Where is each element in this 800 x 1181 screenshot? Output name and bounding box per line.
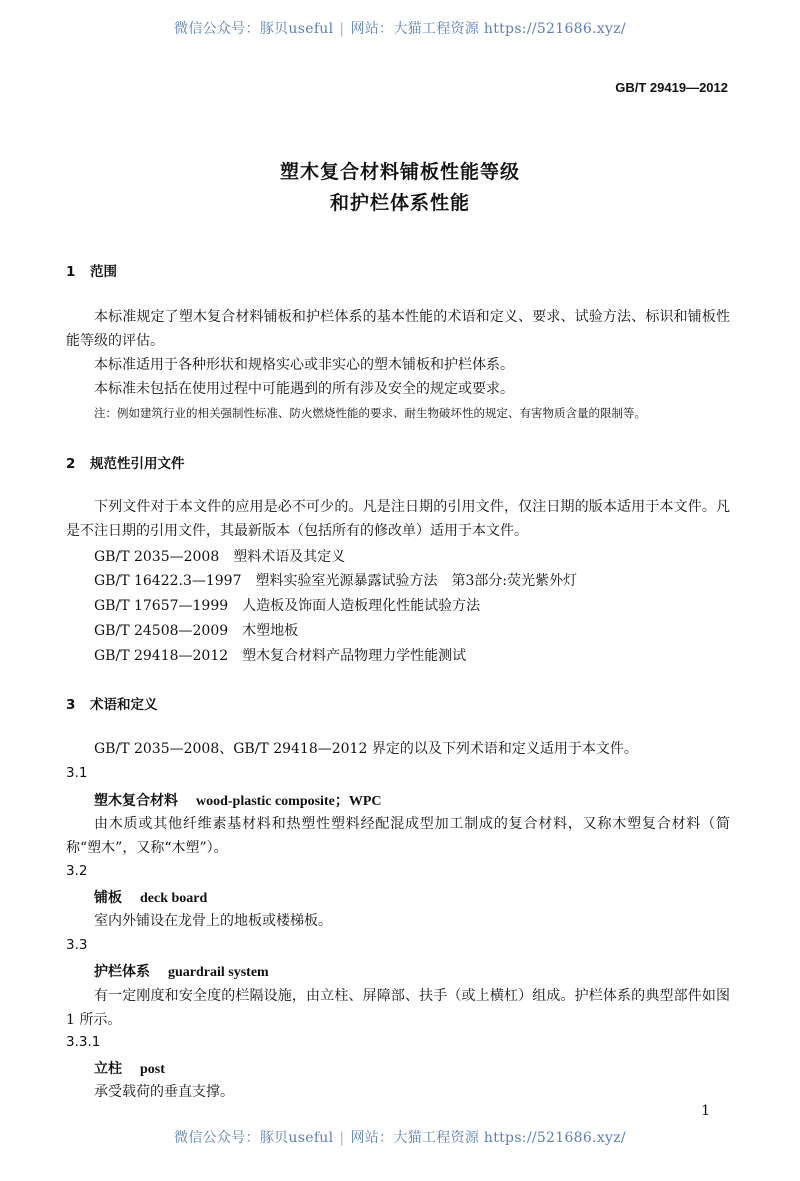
term-definition: 承受载荷的垂直支撑。: [94, 1084, 234, 1100]
term-zh: 立柱: [94, 1061, 122, 1077]
clause-number: 3.3.1: [66, 1034, 101, 1050]
watermark-website: 网站：大猫工程资源 https://521686.xyz/: [350, 1130, 626, 1146]
term-zh: 铺板: [94, 890, 122, 906]
reference-item: [94, 645, 466, 665]
clause-number: 3.2: [66, 863, 88, 879]
term-en: guardrail system: [168, 965, 269, 980]
watermark-top: [0, 18, 800, 38]
paragraph: 本标准未包括在使用过程中可能遇到的所有涉及安全的规定或要求。: [94, 381, 514, 397]
section-title: 范围: [90, 264, 117, 280]
clause-number: 3.1: [66, 765, 88, 781]
term-definition: 室内外铺设在龙骨上的地板或楼梯板。: [94, 913, 332, 929]
section-number: 1: [66, 264, 76, 280]
reference-code: GB/T 29418—2012: [94, 648, 229, 664]
reference-name: 木塑地板: [242, 623, 299, 639]
term-definition: 有一定刚度和安全度的栏隔设施，由立柱、屏障部、扶手（或上横杠）组成。护栏体系的典型部件如图 1 所示。: [66, 988, 730, 1028]
reference-item: [94, 620, 298, 640]
section-2-heading: [66, 452, 185, 472]
paragraph: 本标准规定了塑木复合材料铺板和护栏体系的基本性能的术语和定义、要求、试验方法、标识和铺板性能等级的评估。: [66, 309, 730, 349]
note: 注：例如建筑行业的相关强制性标准、防火燃烧性能的要求、耐生物破坏性的规定、有害物质含量的限制等。: [94, 406, 646, 420]
standard-number: GB/T 29419—2012: [615, 80, 728, 95]
paragraph: GB/T 2035—2008、GB/T 29418—2012 界定的以及下列术语和定义适用于本文件。: [94, 741, 638, 757]
section-number: 3: [66, 697, 76, 713]
term-en: deck board: [140, 891, 208, 906]
term-entry: [94, 1058, 165, 1078]
watermark-bottom: [0, 1127, 800, 1147]
term-zh: 塑木复合材料: [94, 793, 178, 809]
watermark-wechat: 微信公众号：豚贝useful: [174, 1130, 334, 1146]
reference-name: 塑料术语及其定义: [233, 549, 346, 565]
reference-name: 人造板及饰面人造板理化性能试验方法: [242, 598, 481, 614]
reference-code: GB/T 17657—1999: [94, 598, 229, 614]
watermark-separator: |: [339, 21, 345, 37]
watermark-wechat: 微信公众号：豚贝useful: [174, 21, 334, 37]
reference-item: [94, 546, 345, 566]
document-title: [0, 157, 800, 219]
page-number: 1: [701, 1103, 710, 1119]
reference-name: 塑木复合材料产品物理力学性能测试: [242, 648, 467, 664]
term-entry: [94, 961, 269, 981]
section-title: 规范性引用文件: [90, 456, 185, 472]
term-definition: 由木质或其他纤维素基材料和热塑性塑料经配混成型加工制成的复合材料，又称木塑复合材料（简称“塑木”，又称“木塑”）。: [66, 816, 730, 856]
term-entry: [94, 887, 207, 907]
term-en: post: [140, 1062, 165, 1077]
watermark-separator: |: [339, 1130, 345, 1146]
paragraph: 下列文件对于本文件的应用是必不可少的。凡是注日期的引用文件，仅注日期的版本适用于本文件。凡是不注日期的引用文件，其最新版本（包括所有的修改单）适用于本文件。: [66, 499, 730, 539]
title-line-2: 和护栏体系性能: [329, 192, 470, 214]
section-number: 2: [66, 456, 76, 472]
reference-name: 塑料实验室光源暴露试验方法 第3部分:荧光紫外灯: [255, 573, 578, 589]
watermark-website: 网站：大猫工程资源 https://521686.xyz/: [350, 21, 626, 37]
reference-item: [94, 570, 577, 590]
term-entry: [94, 790, 382, 810]
paragraph: 本标准适用于各种形状和规格实心或非实心的塑木铺板和护栏体系。: [94, 357, 514, 373]
title-line-1: 塑木复合材料铺板性能等级: [279, 161, 520, 183]
reference-code: GB/T 24508—2009: [94, 623, 229, 639]
clause-number: 3.3: [66, 937, 88, 953]
reference-code: GB/T 16422.3—1997: [94, 573, 242, 589]
reference-item: [94, 595, 480, 615]
section-title: 术语和定义: [90, 697, 158, 713]
term-en: wood-plastic composite；WPC: [196, 794, 382, 809]
term-zh: 护栏体系: [94, 964, 150, 980]
section-1-heading: [66, 260, 117, 280]
reference-code: GB/T 2035—2008: [94, 549, 220, 565]
section-3-heading: [66, 693, 158, 713]
